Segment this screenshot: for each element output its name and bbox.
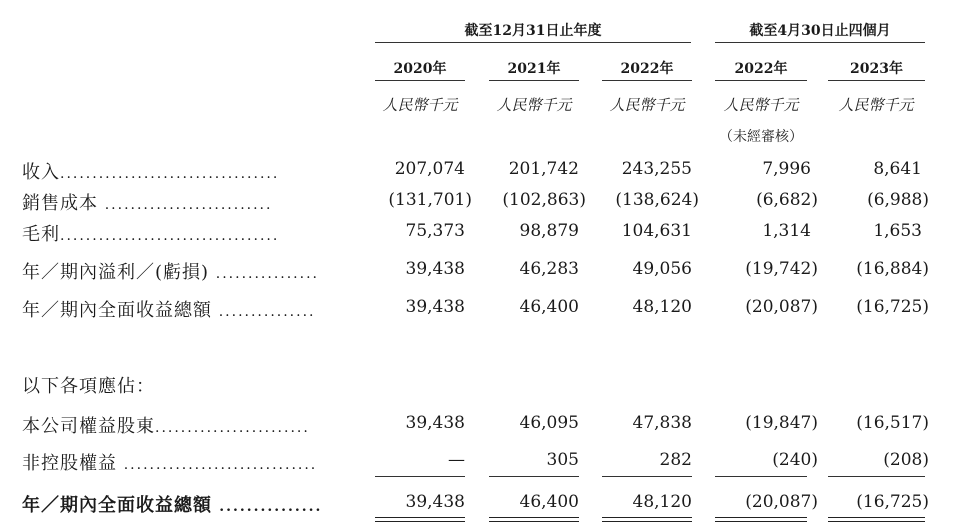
cell-value: 47,838 [632, 413, 692, 433]
cell-value: 243,255 [621, 159, 692, 179]
cell-value: (16,725) [856, 492, 929, 512]
year-rule-5 [828, 80, 925, 81]
year-rule-2 [489, 80, 579, 81]
year-header-2023-4m: 2023年 [850, 61, 903, 77]
cell-value: (208) [883, 450, 929, 470]
total-double-rule [715, 517, 807, 522]
unit-label: 人民幣千元 [382, 96, 458, 114]
cell-value: 1,314 [762, 221, 811, 241]
year-header-2022: 2022年 [620, 61, 674, 77]
cell-value: (20,087) [745, 297, 818, 317]
header-group-fiscal-year: 截至12月31日止年度 [464, 23, 602, 39]
cell-value: (16,884) [856, 259, 929, 279]
cell-value: (19,742) [745, 259, 818, 279]
unit-label: 人民幣千元 [723, 96, 799, 114]
cell-value: (138,624) [615, 190, 699, 210]
header-group-four-months: 截至4月30日止四個月 [749, 23, 891, 39]
cell-value: 39,438 [405, 492, 465, 512]
row-label-revenue: 收入 [22, 162, 60, 183]
cell-value: 39,438 [405, 297, 465, 317]
cell-value: 75,373 [405, 221, 465, 241]
cell-value: (16,725) [856, 297, 929, 317]
section-heading-attributable: 以下各項應佔： [22, 376, 155, 397]
cell-value: 39,438 [405, 259, 465, 279]
header-group-fiscal-year-rule [375, 42, 691, 43]
cell-value: 7,996 [762, 159, 811, 179]
row-label-gross-profit: 毛利 [22, 224, 60, 245]
cell-value: 46,283 [519, 259, 579, 279]
leader-dots: .......................... [104, 197, 273, 213]
row-label-total: 年／期內全面收益總額 [22, 495, 212, 516]
leader-dots: .............................. [123, 457, 318, 473]
cell-value: (19,847) [745, 413, 818, 433]
year-header-2021: 2021年 [507, 61, 561, 77]
cell-value: 8,641 [873, 159, 922, 179]
cell-value: 46,095 [519, 413, 579, 433]
row-label-equity-shareholders: 本公司權益股東 [22, 416, 155, 437]
cell-value: 46,400 [519, 297, 579, 317]
total-double-rule [375, 517, 465, 522]
cell-value: 46,400 [519, 492, 579, 512]
cell-value: 39,438 [405, 413, 465, 433]
year-rule-1 [375, 80, 465, 81]
subtotal-rule [375, 476, 465, 477]
cell-value: 207,074 [394, 159, 465, 179]
total-double-rule [602, 517, 692, 522]
cell-value: 201,742 [508, 159, 579, 179]
header-group-four-months-rule [715, 42, 925, 43]
cell-value: 305 [546, 450, 579, 470]
cell-value: 98,879 [519, 221, 579, 241]
unit-label: 人民幣千元 [838, 96, 914, 114]
cell-value: (6,682) [756, 190, 818, 210]
total-double-rule [828, 517, 925, 522]
leader-dots: .................................. [60, 228, 280, 244]
cell-value: 282 [659, 450, 692, 470]
cell-value: 49,056 [632, 259, 692, 279]
cell-value: (20,087) [745, 492, 818, 512]
unaudited-note: （未經審核） [719, 129, 803, 145]
leader-dots: ............... [219, 499, 323, 515]
year-header-2022-4m: 2022年 [734, 61, 788, 77]
leader-dots: .................................. [60, 166, 280, 182]
cell-value: (16,517) [856, 413, 929, 433]
row-label-profit-loss: 年／期內溢利／(虧損) [22, 262, 210, 283]
year-rule-3 [602, 80, 692, 81]
cell-value: (102,863) [502, 190, 586, 210]
cell-value: (240) [772, 450, 818, 470]
leader-dots: ................ [215, 266, 319, 282]
cell-value: (6,988) [867, 190, 929, 210]
row-label-total-comprehensive-income: 年／期內全面收益總額 [22, 300, 212, 321]
cell-value: 104,631 [621, 221, 692, 241]
row-label-cost-of-sales: 銷售成本 [22, 193, 98, 214]
subtotal-rule [489, 476, 579, 477]
subtotal-rule [715, 476, 807, 477]
total-double-rule [489, 517, 579, 522]
cell-value: (131,701) [388, 190, 472, 210]
unit-label: 人民幣千元 [496, 96, 572, 114]
year-header-2020: 2020年 [393, 61, 447, 77]
subtotal-rule [602, 476, 692, 477]
cell-value: 48,120 [632, 297, 692, 317]
subtotal-rule [828, 476, 925, 477]
cell-value: 1,653 [873, 221, 922, 241]
leader-dots: ............... [218, 304, 316, 320]
leader-dots: ........................ [155, 420, 310, 436]
unit-label: 人民幣千元 [609, 96, 685, 114]
cell-value: 48,120 [632, 492, 692, 512]
row-label-non-controlling: 非控股權益 [22, 453, 117, 474]
cell-value: — [448, 450, 465, 470]
year-rule-4 [715, 80, 807, 81]
